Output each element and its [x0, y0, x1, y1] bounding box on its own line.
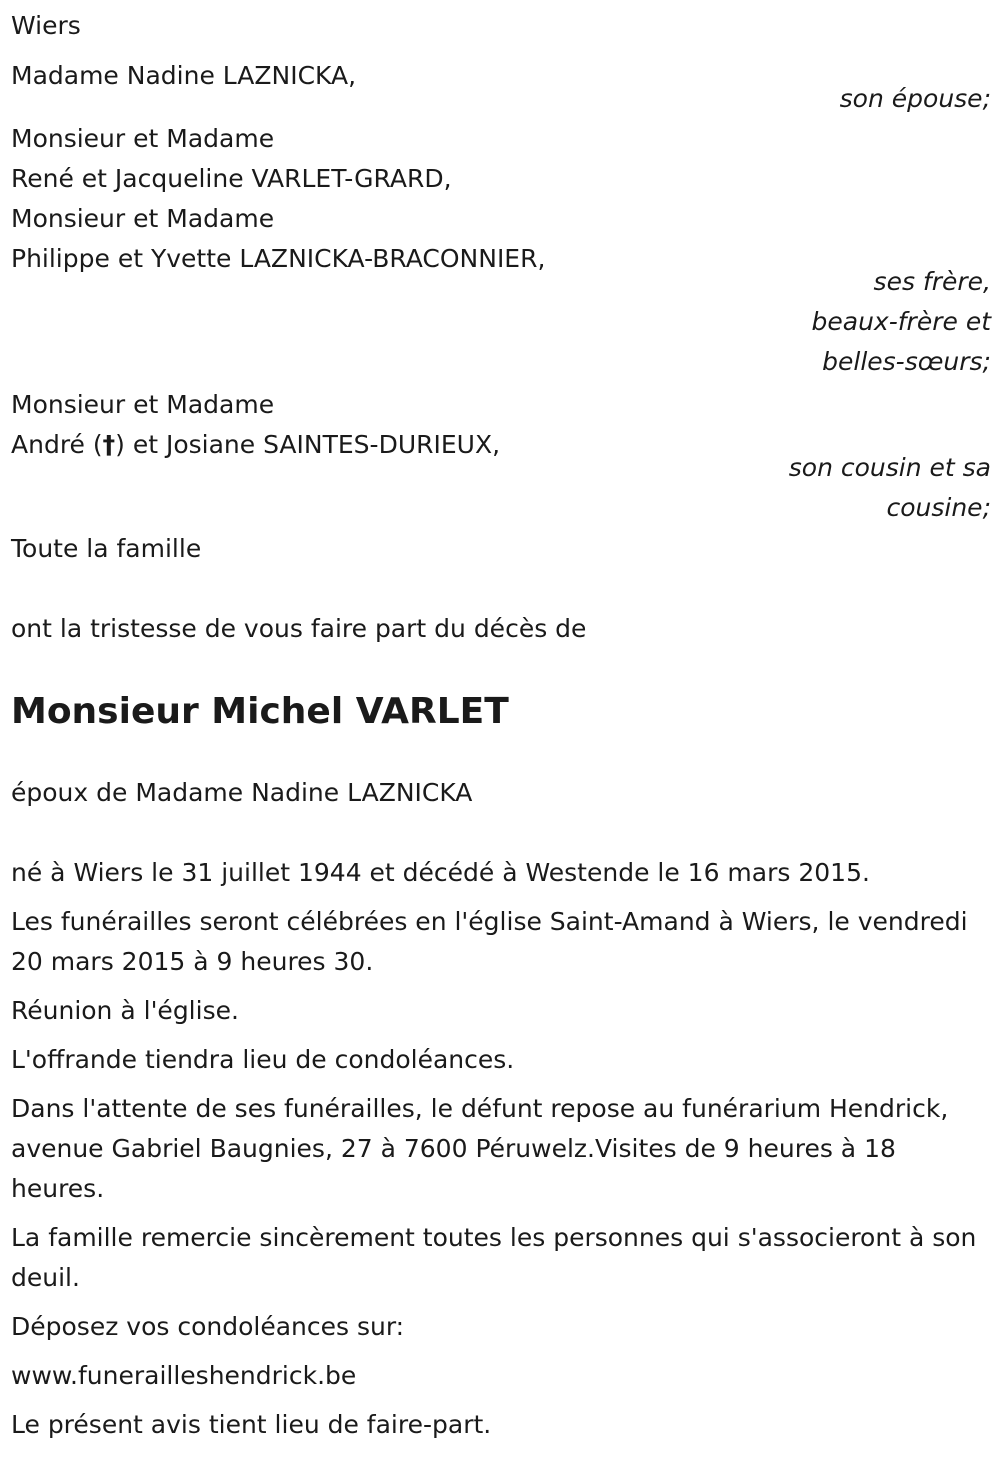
cross-icon: † — [102, 430, 116, 459]
sibling-line: Monsieur et Madame — [11, 204, 275, 233]
siblings-relation: belles-sœurs; — [822, 347, 991, 376]
spouse-relation: son épouse; — [839, 84, 991, 113]
cousin-name-part: ) et Josiane SAINTES-DURIEUX, — [115, 430, 501, 459]
cousins-relation: cousine; — [886, 493, 991, 522]
condolences-url: www.funerailleshendrick.be — [11, 1361, 357, 1390]
cousin-name-part: André ( — [11, 430, 103, 459]
place: Wiers — [11, 11, 81, 40]
birth-death-paragraph: né à Wiers le 31 juillet 1944 et décédé à Westende le 16 mars 2015. — [11, 858, 870, 887]
cousins-relation: son cousin et sa — [788, 453, 991, 482]
offering-paragraph: L'offrande tiendra lieu de condoléances. — [11, 1045, 515, 1074]
cousin-line: Monsieur et Madame — [11, 390, 275, 419]
spouse-name: Madame Nadine LAZNICKA, — [11, 61, 357, 90]
sibling-line: Philippe et Yvette LAZNICKA-BRACONNIER, — [11, 244, 546, 273]
deceased-name: Monsieur Michel VARLET — [11, 691, 509, 732]
family: Toute la famille — [11, 534, 202, 563]
obituary-notice — [11, 6, 991, 1445]
meeting-paragraph: Réunion à l'église. — [11, 996, 239, 1025]
notice-paragraph: Le présent avis tient lieu de faire-part. — [11, 1410, 492, 1439]
funeral-paragraph: Les funérailles seront célébrées en l'église Saint-Amand à Wiers, le vendredi 20 mars 2015 à 9 heures 30. — [11, 907, 968, 976]
funerarium-paragraph: Dans l'attente de ses funérailles, le défunt repose au funérarium Hendrick, avenue Gabriel Baugnies, 27 à 7600 Péruwelz.Visites de 9 heures à 18 heures. — [11, 1094, 949, 1203]
siblings-relation: ses frère, — [873, 267, 991, 296]
sibling-line: Monsieur et Madame — [11, 124, 275, 153]
spouse-of: époux de Madame Nadine LAZNICKA — [11, 778, 473, 807]
sibling-line: René et Jacqueline VARLET-GRARD, — [11, 164, 452, 193]
thanks-paragraph: La famille remercie sincèrement toutes les personnes qui s'associeront à son deuil. — [11, 1223, 977, 1292]
condolences-paragraph: Déposez vos condoléances sur: — [11, 1312, 405, 1341]
announcement: ont la tristesse de vous faire part du décès de — [11, 614, 587, 643]
siblings-relation: beaux-frère et — [811, 307, 991, 336]
